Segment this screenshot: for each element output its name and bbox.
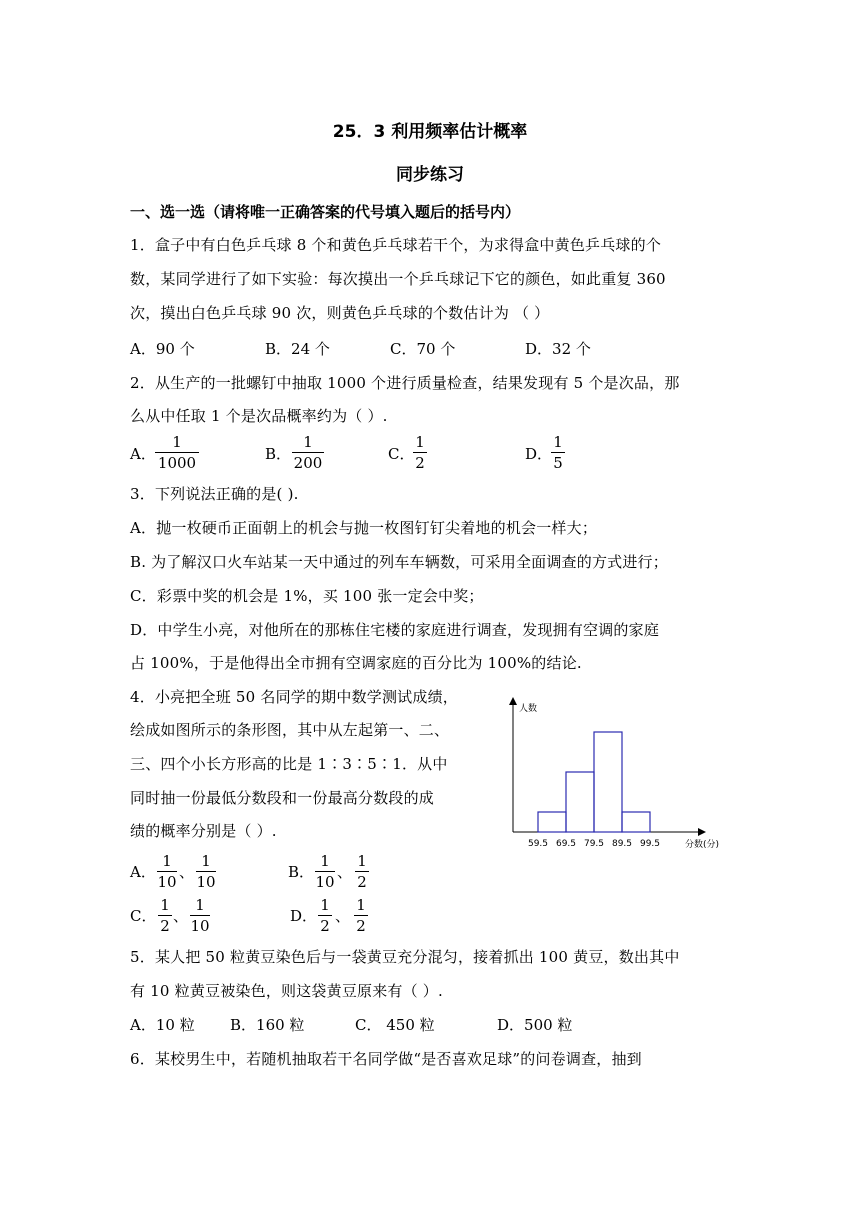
q2-option-a-letter: A．	[130, 445, 156, 463]
x-tick-label: 99.5	[639, 839, 661, 849]
q3-line-2: A．抛一枚硬币正面朝上的机会与抛一枚图钉钉尖着地的机会一样大；	[130, 519, 598, 537]
q4-option-c-separator: 、	[173, 907, 189, 925]
fraction-numerator: 1	[415, 433, 425, 451]
fraction-denominator: 2	[160, 917, 170, 935]
score-histogram	[500, 690, 740, 860]
fraction-denominator: 10	[196, 873, 216, 891]
q4-option-d-separator: 、	[335, 907, 351, 925]
fraction-numerator: 1	[195, 896, 205, 914]
q5-option-b: B．160 粒	[230, 1016, 305, 1034]
q3-line-4: C．彩票中奖的机会是 1%，买 100 张一定会中奖；	[130, 587, 484, 605]
q5-option-d: D．500 粒	[497, 1016, 573, 1034]
fraction-numerator: 1	[320, 896, 330, 914]
q2-option-a-fraction	[155, 432, 199, 473]
q4-line-5: 绩的概率分别是（ ）.	[130, 822, 277, 840]
q1-option-c: C．70 个	[390, 340, 456, 358]
fraction-numerator: 1	[160, 896, 170, 914]
q5-option-a: A．10 粒	[130, 1016, 195, 1034]
q4-option-c-letter: C．	[130, 907, 157, 925]
q4-option-d-fraction-1	[318, 895, 332, 936]
fraction-numerator: 1	[303, 433, 313, 451]
q2-option-c-letter: C．	[388, 445, 415, 463]
fraction-numerator: 1	[553, 433, 563, 451]
q4-line-1: 4．小亮把全班 50 名同学的期中数学测试成绩，	[130, 688, 458, 706]
q4-option-d-fraction-2	[354, 895, 368, 936]
q4-option-a-fraction-1	[157, 851, 177, 892]
page-subtitle: 同步练习	[396, 165, 464, 185]
q3-line-1: 3．下列说法正确的是( ).	[130, 485, 299, 503]
fraction-numerator: 1	[162, 852, 172, 870]
histogram-bar	[622, 812, 650, 832]
x-tick-label: 59.5	[527, 839, 549, 849]
fraction-numerator: 1	[320, 852, 330, 870]
fraction-denominator: 200	[293, 454, 323, 472]
fraction-denominator: 2	[415, 454, 425, 472]
fraction-numerator: 1	[172, 433, 182, 451]
q4-line-2: 绘成如图所示的条形图，其中从左起第一、二、	[130, 721, 450, 739]
q1-option-b: B．24 个	[265, 340, 330, 358]
q1-option-d: D．32 个	[525, 340, 591, 358]
q4-line-3: 三、四个小长方形高的比是 1∶3∶5∶1．从中	[130, 755, 448, 773]
fraction-numerator: 1	[357, 852, 367, 870]
q2-line-1: 2．从生产的一批螺钉中抽取 1000 个进行质量检查，结果发现有 5 个是次品，那	[130, 374, 680, 392]
q2-option-b-fraction	[292, 432, 324, 473]
q6-line-1: 6．某校男生中，若随机抽取若干名同学做“是否喜欢足球”的问卷调查，抽到	[130, 1050, 642, 1068]
q5-line-1: 5．某人把 50 粒黄豆染色后与一袋黄豆充分混匀，接着抓出 100 黄豆，数出其中	[130, 948, 680, 966]
q1-option-a: A．90 个	[130, 340, 195, 358]
q4-option-b-fraction-1	[315, 851, 335, 892]
q3-line-3: B. 为了解汉口火车站某一天中通过的列车车辆数，可采用全面调查的方式进行；	[130, 553, 668, 571]
q2-option-d-letter: D．	[525, 445, 553, 463]
q4-option-a-letter: A．	[130, 863, 156, 881]
q4-option-c-fraction-1	[158, 895, 172, 936]
fraction-denominator: 2	[357, 873, 367, 891]
q3-line-6: 占 100%，于是他得出全市拥有空调家庭的百分比为 100%的结论.	[130, 654, 582, 672]
fraction-denominator: 2	[356, 917, 366, 935]
q3-line-5: D．中学生小亮，对他所在的那栋住宅楼的家庭进行调查，发现拥有空调的家庭	[130, 621, 660, 639]
fraction-denominator: 2	[320, 917, 330, 935]
y-axis-label: 人数	[519, 704, 538, 714]
q1-line-1: 1．盒子中有白色乒乓球 8 个和黄色乒乓球若干个，为求得盒中黄色乒乓球的个	[130, 236, 662, 254]
fraction-denominator: 1000	[157, 454, 197, 472]
q1-line-3: 次，摸出白色乒乓球 90 次，则黄色乒乓球的个数估计为 （ ）	[130, 304, 550, 322]
fraction-numerator: 1	[356, 896, 366, 914]
q4-option-c-fraction-2	[190, 895, 210, 936]
fraction-denominator: 10	[190, 917, 210, 935]
q4-option-b-separator: 、	[337, 863, 353, 881]
q2-line-2: 么从中任取 1 个是次品概率约为（ ）.	[130, 407, 388, 425]
page-title: 25．3 利用频率估计概率	[332, 122, 528, 142]
q4-option-d-letter: D．	[290, 907, 318, 925]
fraction-numerator: 1	[201, 852, 211, 870]
fraction-denominator: 10	[315, 873, 335, 891]
x-tick-label: 79.5	[583, 839, 605, 849]
x-tick-label: 69.5	[555, 839, 577, 849]
q4-option-b-fraction-2	[355, 851, 369, 892]
histogram-bar	[538, 812, 566, 832]
q2-option-b-letter: B．	[265, 445, 292, 463]
fraction-denominator: 5	[553, 454, 563, 472]
q2-option-c-fraction	[413, 432, 427, 473]
q2-option-d-fraction	[551, 432, 565, 473]
q4-option-a-fraction-2	[196, 851, 216, 892]
q4-line-4: 同时抽一份最低分数段和一份最高分数段的成	[130, 789, 435, 807]
q1-line-2: 数，某同学进行了如下实验：每次摸出一个乒乓球记下它的颜色，如此重复 360	[130, 270, 666, 288]
fraction-denominator: 10	[157, 873, 177, 891]
histogram-bar	[566, 772, 594, 832]
histogram-bar	[594, 732, 622, 832]
q5-line-2: 有 10 粒黄豆被染色，则这袋黄豆原来有（ ）.	[130, 982, 443, 1000]
q4-option-b-letter: B．	[288, 863, 315, 881]
section-heading: 一、选一选（请将唯一正确答案的代号填入题后的括号内）	[130, 203, 521, 221]
x-axis-label: 分数(分)	[685, 840, 720, 850]
q5-option-c: C． 450 粒	[355, 1016, 435, 1034]
x-tick-label: 89.5	[611, 839, 633, 849]
q4-option-a-separator: 、	[179, 863, 195, 881]
